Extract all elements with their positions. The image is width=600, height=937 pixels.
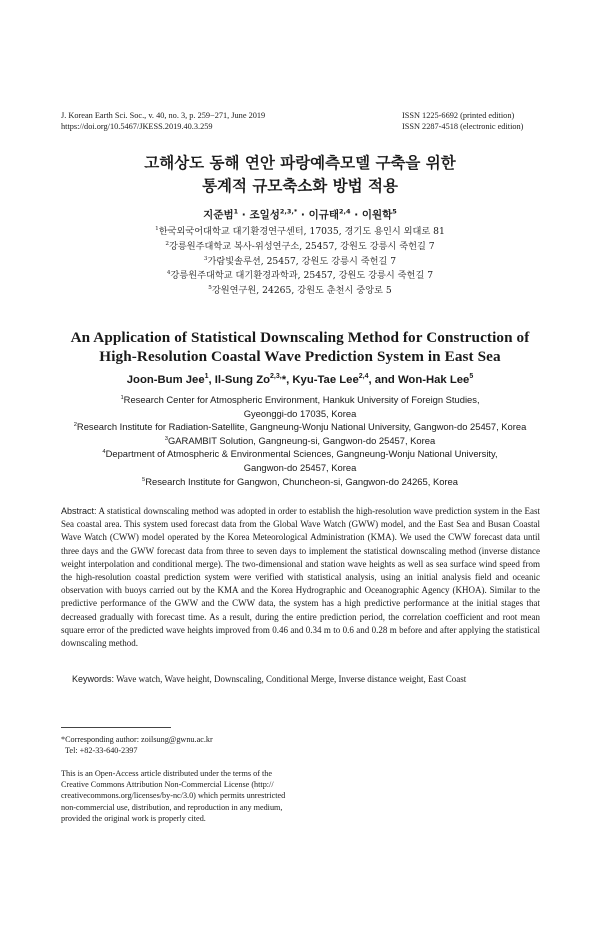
- author-separator: ,: [208, 374, 215, 386]
- affiliation-text: 가람빛솔루션, 25457, 강원도 강릉시 죽헌길 7: [207, 255, 397, 267]
- license-line: Creative Commons Attribution Non-Commercial License (http://: [61, 780, 274, 790]
- english-authors: [0, 374, 600, 386]
- english-affiliation: [40, 434, 560, 448]
- keywords-label: Keywords:: [72, 674, 115, 684]
- korean-affiliation: [0, 240, 600, 255]
- affiliation-mark: 5: [208, 285, 212, 292]
- english-affiliations: [40, 393, 560, 488]
- korean-author: 이원학: [361, 209, 393, 221]
- affiliation-text: 강릉원주대학교 대기환경과학과, 25457, 강원도 강릉시 죽헌길 7: [170, 270, 434, 282]
- affiliation-text: 강원연구원, 24265, 강원도 춘천시 중앙로 5: [211, 285, 392, 297]
- affiliation-text: Research Center for Atmospheric Environment, Hankuk University of Foreign Studies,: [123, 394, 480, 405]
- keywords-text: Wave watch, Wave height, Downscaling, Conditional Merge, Inverse distance weight, East Coast: [116, 674, 467, 684]
- keywords: [72, 674, 466, 684]
- author-affiliation-mark: 2,4: [339, 207, 351, 216]
- issn-print: ISSN 1225-6692 (printed edition): [402, 111, 515, 120]
- footnote-divider: [61, 727, 171, 728]
- doi-link[interactable]: https://doi.org/10.5467/JKESS.2019.40.3.259: [61, 122, 213, 131]
- korean-title-line2: 통계적 규모축소화 방법 적용: [202, 177, 398, 195]
- korean-author: 조일성: [249, 209, 280, 221]
- korean-affiliation: [0, 284, 600, 299]
- corresponding-author: *Corresponding author: zoilsung@gwnu.ac.kr: [61, 735, 213, 744]
- license-line: This is an Open-Access article distributed under the terms of the: [61, 769, 272, 778]
- korean-affiliation: [0, 255, 600, 270]
- issn-electronic: ISSN 2287-4518 (electronic edition): [402, 122, 524, 131]
- abstract: [61, 505, 540, 650]
- english-author: Joon-Bum Jee: [126, 374, 205, 386]
- author-separator: *,: [281, 374, 293, 386]
- korean-authors: [0, 207, 600, 222]
- affiliation-mark: 3: [164, 435, 169, 442]
- korean-affiliation: [0, 225, 600, 240]
- affiliation-mark: 2: [165, 240, 169, 247]
- korean-author: 이규태: [308, 209, 340, 221]
- author-separator: ·: [350, 209, 362, 221]
- english-affiliation-continued: Gangwon-do 25457, Korea: [243, 461, 357, 473]
- affiliation-mark: 4: [166, 270, 171, 277]
- license-line: non-commercial use, distribution, and reproduction in any medium,: [61, 802, 283, 812]
- author-separator: ·: [238, 209, 250, 221]
- author-affiliation-mark: 1: [233, 207, 239, 216]
- affiliation-text: 한국외국어대학교 대기환경연구센터, 17035, 경기도 용인시 외대로 81: [158, 226, 445, 237]
- license-line: creativecommons.org/licenses/by-nc/3.0) which permits unrestricted: [61, 791, 286, 801]
- author-affiliation-mark: 2,3,: [270, 373, 282, 381]
- english-affiliation: [40, 447, 560, 461]
- affiliation-text: Research Institute for Radiation-Satellite, Gangneung-Wonju National University, Gangwon-do 25457, Korea: [76, 421, 527, 433]
- english-title-line2: High-Resolution Coastal Wave Prediction System in East Sea: [99, 348, 501, 365]
- license-note: [61, 768, 301, 824]
- author-separator: , and: [368, 374, 398, 386]
- affiliation-text: 강릉원주대학교 복사-위성연구소, 25457, 강원도 강릉시 죽헌길 7: [168, 240, 435, 252]
- author-affiliation-mark: 1: [204, 373, 209, 381]
- english-affiliation: [40, 393, 560, 407]
- author-affiliation-mark: 2,4: [358, 373, 369, 381]
- author-affiliation-mark: 2,3,*: [279, 207, 298, 216]
- affiliation-mark: 1: [120, 394, 124, 401]
- affiliation-text: GARAMBIT Solution, Gangneung-si, Gangwon-do 25457, Korea: [168, 434, 436, 446]
- english-affiliation: [40, 420, 560, 434]
- english-affiliation: [40, 475, 560, 489]
- license-line: provided the original work is properly cited.: [61, 813, 206, 823]
- author-separator: ·: [297, 209, 309, 221]
- affiliation-text: Research Institute for Gangwon, Chuncheon-si, Gangwon-do 24265, Korea: [145, 475, 458, 487]
- english-author: Won-Hak Lee: [397, 374, 470, 386]
- korean-affiliations: [0, 225, 600, 299]
- journal-citation: J. Korean Earth Sci. Soc., v. 40, no. 3, p. 259−271, June 2019: [61, 111, 266, 120]
- affiliation-text: Department of Atmospheric & Environmental Sciences, Gangneung-Wonju National University,: [105, 448, 498, 460]
- korean-affiliation: [0, 269, 600, 284]
- affiliation-mark: 4: [102, 449, 106, 456]
- affiliation-mark: 1: [155, 225, 159, 232]
- english-author: Il-Sung Zo: [214, 374, 271, 386]
- affiliation-mark: 2: [73, 422, 77, 429]
- english-author: Kyu-Tae Lee: [292, 374, 359, 386]
- english-affiliation-continued: Gyeonggi-do 17035, Korea: [243, 407, 357, 419]
- author-affiliation-mark: 5: [392, 207, 397, 216]
- affiliation-mark: 3: [203, 255, 208, 262]
- english-title-line1: An Application of Statistical Downscaling Method for Construction of: [70, 329, 530, 346]
- korean-author: 지준범: [203, 209, 234, 221]
- korean-title-line1: 고해상도 동해 연안 파랑예측모델 구축을 위한: [144, 154, 456, 172]
- affiliation-mark: 5: [142, 476, 146, 483]
- author-affiliation-mark: 5: [469, 373, 474, 381]
- corresponding-tel: Tel: +82-33-640-2397: [65, 746, 138, 755]
- abstract-label: Abstract:: [61, 506, 97, 516]
- abstract-text: A statistical downscaling method was adopted in order to establish the high-resolution wave prediction system in the East Sea coastal area. This system used forecast data from the Global Wave Watch (GWW) model, and the East Sea and Busan Coastal Wave Watch (CWW) model operated by the Korea Meteorological Administration (KMA). We used the CWW forecast data until three days and the GWW forecast data from three to seven days to implement the statistical downscaling method (inverse distance weight interpolation and conditional merge). The two-dimensional and station wave heights as well as sea surface wind speed from the high-resolution coastal prediction system were verified with statistical analysis, using an initial analysis field and oceanic observation with buoys carried out by the KMA and the Korea Hydrographic and Oceanographic Agency (KHOA). Similar to the predictive performance of the GWW and the CWW data, the system has a high predictive performance at the initial stages that decreased gradually with forecast time. As a result, during the entire prediction period, the correlation coefficient and root mean square error of the predicted wave heights improved from 0.46 and 0.34 m to 0.6 and 0.28 m before and after applying the statistical downscaling method.: [61, 506, 540, 649]
